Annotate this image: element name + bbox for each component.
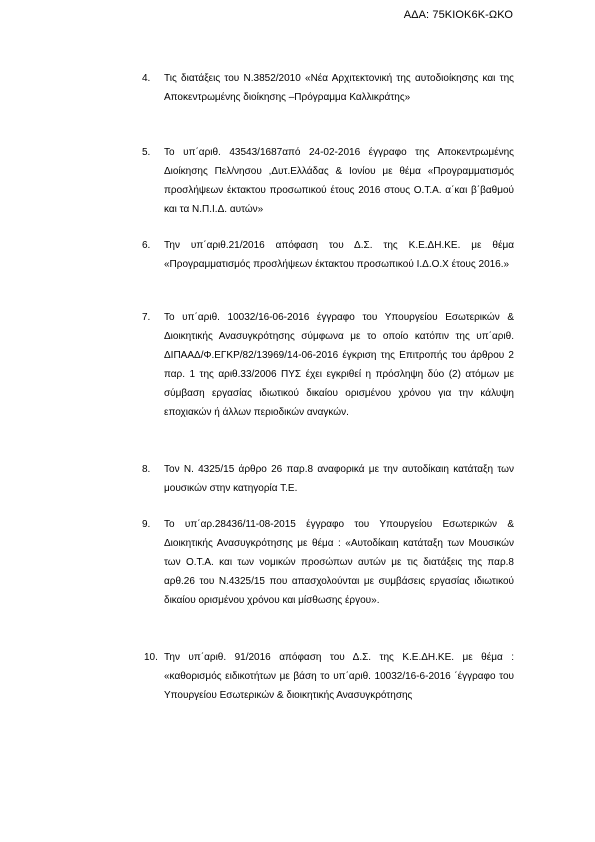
item-text: Το υπ΄αρ.28436/11-08-2015 έγγραφο του Υπουργείου Εσωτερικών & Διοικητικής Ανασυγκρότησης με θέμα : «Αυτοδίκαιη κατάταξη των Μουσικών των Ο.Τ.Α. και των νομικών προσώπων αυτών με τις διατάξεις της παρ.8 αρθ.26 του Ν.4325/15 που απασχολούνται με συμβάσεις εργασίας ιδιωτικού δικαίου ορισμένου χρόνου και μίσθωσης έργου». bbox=[164, 519, 514, 606]
item-number: 6. bbox=[142, 240, 151, 251]
item-text: Τις διατάξεις του Ν.3852/2010 «Νέα Αρχιτεκτονική της αυτοδιοίκησης και της Αποκεντρωμένης διοίκησης –Πρόγραμμα Καλλικράτης» bbox=[164, 73, 514, 103]
item-text: Το υπ΄αριθ. 43543/1687από 24-02-2016 έγγραφο της Αποκεντρωμένης Διοίκησης Πελ/νησου ,Δυτ.Ελλάδας & Ιονίου με θέμα «Προγραμματισμός προσλήψεων έκτακτου προσωπικού έτους 2016 στους Ο.Τ.Α. α΄και β΄βαθμού και τα Ν.Π.Ι.Δ. αυτών» bbox=[164, 147, 514, 215]
item-text: Τον Ν. 4325/15 άρθρο 26 παρ.8 αναφορικά με την αυτοδίκαιη κατάταξη των μουσικών στην κατηγορία Τ.Ε. bbox=[164, 464, 514, 494]
item-number: 5. bbox=[142, 147, 151, 158]
item-number: 10. bbox=[144, 652, 158, 663]
item-number: 4. bbox=[142, 73, 151, 84]
item-number: 7. bbox=[142, 312, 151, 323]
item-number: 9. bbox=[142, 519, 151, 530]
item-text: Το υπ΄αριθ. 10032/16-06-2016 έγγραφο του Υπουργείου Εσωτερικών & Διοικητικής Ανασυγκρότησης σύμφωνα με το οποίο κατόπιν της υπ΄αριθ. ΔΙΠΑΑΔ/Φ.ΕΓΚΡ/82/13969/14-06-2016 έγκριση της Επιτροπής του άρθρου 2 παρ. 1 της αριθ.33/2006 ΠΥΣ έχει εγκριθεί η πρόσληψη δύο (2) ατόμων με σύμβαση εργασίας ιδιωτικού δικαίου ορισμένου χρόνου για την κάλυψη εποχιακών ή άλλων περιοδικών αναγκών. bbox=[164, 312, 514, 418]
item-number: 8. bbox=[142, 464, 151, 475]
item-text: Την υπ΄αριθ.21/2016 απόφαση του Δ.Σ. της Κ.Ε.ΔΗ.ΚΕ. με θέμα «Προγραμματισμός προσλήψεων έκτακτου προσωπικού Ι.Δ.Ο.Χ έτους 2016.» bbox=[164, 240, 514, 270]
item-text: Την υπ΄αριθ. 91/2016 απόφαση του Δ.Σ. της Κ.Ε.ΔΗ.ΚΕ. με θέμα : «καθορισμός ειδικοτήτων με βάση το υπ΄αριθ. 10032/16-6-2016 ΄έγγραφο του Υπουργείου Εσωτερικών & διοικητικής Ανασυγκρότησης bbox=[164, 652, 514, 701]
ada-code: ΑΔΑ: 75ΚΙΟΚ6Κ-ΩΚΟ bbox=[403, 9, 513, 21]
